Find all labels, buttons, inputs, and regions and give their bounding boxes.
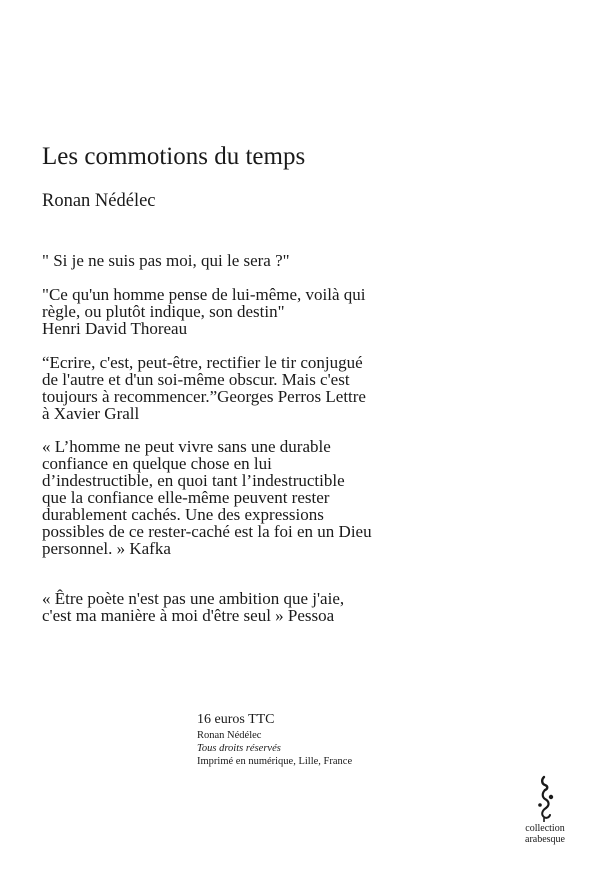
quote-1: " Si je ne suis pas moi, qui le sera ?" xyxy=(42,251,290,270)
book-author: Ronan Nédélec xyxy=(42,191,156,211)
quote-3: “Ecrire, c'est, peut-être, rectifier le tir conjugué de l'autre et d'un soi-même obscur. Mais c'est toujours à recommencer.”Georges Perros Lettre à Xavier Grall xyxy=(42,353,366,423)
quote-2: "Ce qu'un homme pense de lui-même, voilà qui règle, ou plutôt indique, son destin" Henri David Thoreau xyxy=(42,285,366,338)
rights-notice: Tous droits réservés xyxy=(197,743,281,754)
logo-line-1: collection xyxy=(525,823,565,834)
logo-line-2: arabesque xyxy=(525,834,565,845)
quote-4: « L’homme ne peut vivre sans une durable confiance en quelque chose en lui d’indestructible, en quoi tant l’indestructible que la confiance elle-même peuvent rester durablement cachés. Une des expressions possibles de ce rester-caché est la foi en un Dieu personnel. » Kafka xyxy=(42,437,372,558)
price: 16 euros TTC xyxy=(197,712,275,727)
arabesque-ornament-icon xyxy=(532,775,558,823)
printing-info: Imprimé en numérique, Lille, France xyxy=(197,756,353,767)
quote-5: « Être poète n'est pas une ambition que j'aie, c'est ma manière à moi d'être seul » Pessoa xyxy=(42,589,345,625)
publication-info xyxy=(197,712,352,768)
footer-author: Ronan Nédélec xyxy=(197,730,262,741)
publisher-logo xyxy=(519,775,571,845)
book-title: Les commotions du temps xyxy=(42,143,306,170)
